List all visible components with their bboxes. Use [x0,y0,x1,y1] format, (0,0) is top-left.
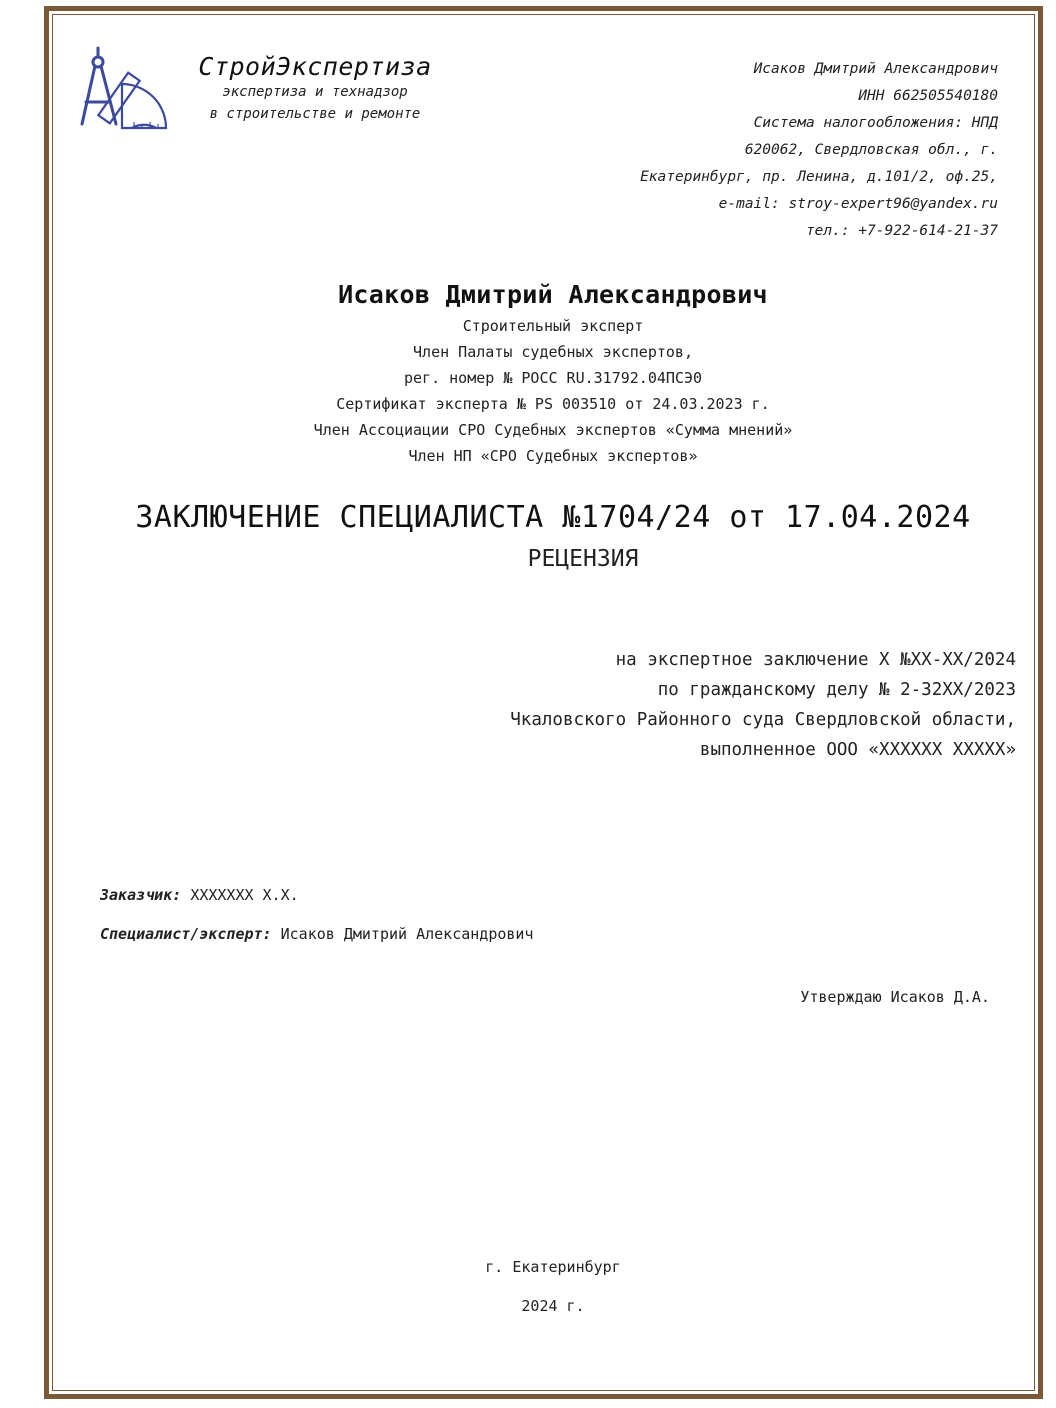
expert-line: Член Ассоциации СРО Судебных экспертов «Сумма мнений» [313,421,793,439]
contact-email: e-mail: stroy-expert96@yandex.ru [718,196,998,212]
brand-block [180,52,450,125]
contact-address-1: 620062, Свердловская обл., г. [744,142,998,158]
contact-tax: Система налогообложения: НПД [753,115,998,131]
review-target-line: Чкаловского Районного суда Свердловской области, [510,710,1016,730]
review-target-line: на экспертное заключение Х №ХХ-ХХ/2024 [615,650,1016,670]
contact-phone: тел.: +7-922-614-21-37 [805,223,998,239]
review-target-line: выполненное ООО «ХХХХХХ ХХХХХ» [699,740,1016,760]
expert-line: Сертификат эксперта № PS 003510 от 24.03.2023 г. [336,395,770,413]
document-subtitle: РЕЦЕНЗИЯ [527,546,639,572]
brand-tagline-1: экспертиза и технадзор [222,84,408,100]
expert-name: Исаков Дмитрий Александрович [338,280,768,309]
compass-ruler-logo-icon [74,44,170,136]
brand-name: СтройЭкспертиза [198,52,432,81]
contact-inn: ИНН 662505540180 [858,88,998,104]
customer-label: Заказчик: [100,886,182,904]
specialist-label: Специалист/эксперт: [100,925,272,943]
review-target-block [396,645,1016,765]
expert-block [150,280,956,469]
footer-city: г. Екатеринбург [485,1258,621,1276]
expert-line: Член НП «СРО Судебных экспертов» [408,447,698,465]
footer-year: 2024 г. [521,1297,585,1315]
contact-name: Исаков Дмитрий Александрович [753,61,998,77]
brand-tagline-2: в строительстве и ремонте [209,106,421,122]
customer-value: ХХХХХХХ Х.Х. [190,886,299,904]
approval-line: Утверждаю Исаков Д.А. [800,988,990,1006]
specialist-field [100,925,534,943]
contact-block [568,56,998,245]
document-title: ЗАКЛЮЧЕНИЕ СПЕЦИАЛИСТА №1704/24 от 17.04.2024 [135,500,971,535]
customer-field [100,886,299,904]
review-target-line: по гражданскому делу № 2-32ХХ/2023 [657,680,1016,700]
expert-line: рег. номер № РОСС RU.31792.04ПСЭ0 [403,369,702,387]
contact-address-2: Екатеринбург, пр. Ленина, д.101/2, оф.25, [640,169,998,185]
expert-line: Строительный эксперт [462,317,644,335]
expert-line: Член Палаты судебных экспертов, [413,343,693,361]
specialist-value: Исаков Дмитрий Александрович [280,925,534,943]
